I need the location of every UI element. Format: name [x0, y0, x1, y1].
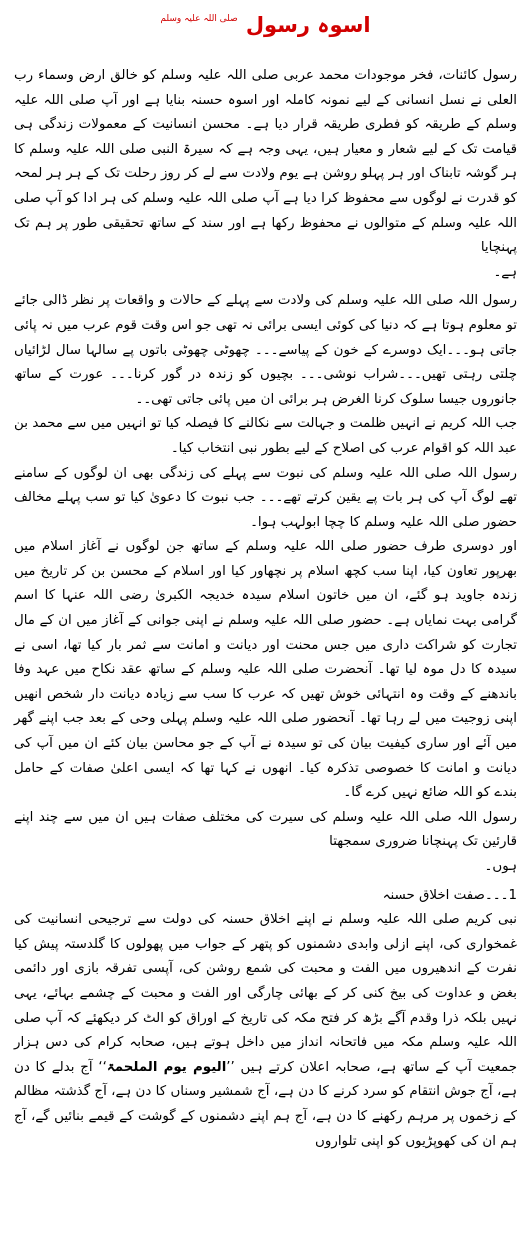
paragraph-ending: ہوں۔: [484, 859, 517, 874]
section-title: صفت اخلاق حسنہ: [382, 887, 485, 903]
paragraph-akhlaq: [14, 908, 517, 1154]
paragraph-khadija: اور دوسری طرف حضور صلی اللہ علیہ وسلم کے ساتھ جن لوگوں نے آغاز اسلام میں بھرپور تعاون کیا، اپنا سب کچھ اسلام پر نچھاور کیا اور اسلام کے محسن بن کر تاریخ میں زندہ جاوید ہو گئے، ان میں خاتون اسلام سیدہ خدیجہ الکبریٰ رضی اللہ عنہا کا اسم گرامی بہت نمایاں ہے۔ حضور صلی اللہ علیہ وسلم نے اپنی جوانی کے آغاز میں ان کے مال تجارت کو شراکت داری میں جس محنت اور دیانت و امانت سے ثمر بار کیا تھا، اسی نے سیدہ کا دل موہ لیا تھا۔ آنحضرت صلی اللہ علیہ وسلم کے ساتھ عقد نکاح میں عہد وفا باندھنے کے وقت وہ انتہائی خوش تھیں کہ عرب کا سب سے زیادہ دیانت دار شخص انھیں اپنی زوجیت میں لے رہا تھا۔ آنحضور صلی اللہ علیہ وسلم پہلی وحی کے بعد جب اپنے گھر میں آئے اور ساری کیفیت بیان کی تو سیدہ نے آپ کے جو محاسن بیان کئے ان میں آپ کی دیانت و امانت کا خصوصی تذکرہ کیا۔ انھوں نے کہا تھا کہ ایسی اعلیٰ صفات کے حامل بندے کو اللہ ضائع نہیں کرے گا۔: [14, 539, 517, 801]
section-heading: 1۔۔۔صفت اخلاق حسنہ: [382, 887, 517, 903]
arabic-phrase: الیوم یوم الملحمۃ: [106, 1059, 227, 1075]
page-title: اسوہ رسول: [245, 13, 371, 37]
title-row: [14, 0, 517, 64]
paragraph-sirah-qualities: رسول اللہ صلی اللہ علیہ وسلم کی سیرت کی مختلف صفات ہیں ان میں سے چند اپنے قارئین تک پہنچانا ضروری سمجھتا: [14, 809, 517, 850]
paragraph-life-before-prophethood: رسول اللہ صلی اللہ علیہ وسلم کی نبوت سے پہلے کی زندگی بھی ان لوگوں کے سامنے تھے لوگ آپ کی ہر بات پے یقین کرتے تھے۔۔۔ جب نبوت کا دعویٰ کیا تو سب پہلے مخالف حضور صلی اللہ علیہ وسلم کا چچا ابولہب ہوا۔: [14, 465, 517, 530]
honorific-calligraphy: صلی اللہ علیہ وسلم: [160, 14, 238, 24]
paragraph-prophethood: جب اللہ کریم نے انہیں ظلمت و جہالت سے نکالنے کا فیصلہ کیا تو انہیں میں سے محمد بن عبد اللہ کو اقوام عرب کی اصلاح کے لیے بطور نبی انتخاب کیا۔: [14, 416, 517, 456]
paragraph-intro: رسول کائنات، فخر موجودات محمد عربی صلی اللہ علیہ وسلم کو خالق ارض وسماء رب العلی نے نسل انسانی کے لیے نمونہ کاملہ اور اسوہ حسنہ بنایا ہے اور آپ صلی اللہ علیہ وسلم کے طریقہ کو فطری طریقہ قرار دیا ہے۔ محسن انسانیت کے معمولات زندگی ہی قیامت تک کے لیے شعار و معیار ہیں، یہی وجہ ہے کہ سیرۃ النبی صلی اللہ علیہ وسلم کا ہر گوشہ تابناک اور ہر پہلو روشن ہے یوم ولادت سے لے کر روز رحلت تک کے ہر ہر لمحہ کو قدرت نے لوگوں سے محفوظ کرا دیا ہے آپ صلی اللہ علیہ وسلم کی ہر ادا کو آپ صلی اللہ علیہ وسلم کے متوالوں نے محفوظ رکھا ہے اور سند کے ساتھ تحقیقی طور پر ہم تک پہنچایا: [14, 68, 517, 256]
paragraph-pre-islam: رسول اللہ صلی اللہ علیہ وسلم کی ولادت سے پہلے کے حالات و واقعات پر نظر ڈالی جائے تو معلوم ہوتا ہے کہ دنیا کی کوئی ایسی برائی نہ تھی جو اس وقت قوم عرب میں نہ پائی جاتی ہو۔۔۔ایک دوسرے کے خون کے پیاسے۔۔۔ چھوٹی چھوٹی باتوں پے سالہا سال لڑائیاں چلتی رہتی تھیں۔۔۔شراب نوشی۔۔۔ بچیوں کو زندہ در گور کرنا۔۔۔ عورت کے ساتھ جانوروں جیسا سلوک کرنا الغرض ہر برائی ان میں پائی جاتی تھی۔۔: [14, 293, 517, 407]
akhlaq-text-continued: ‘‘ آج بدلے کا دن ہے، آج جوش انتقام کو سرد کرنے کا دن ہے، آج شمشیر وسناں کا دن ہے، آج گذشتہ مظالم کے زخموں پر مرہم رکھنے کا دن ہے، آج ہم اپنے دشمنوں کے گوشت کے قیمے بنائیں گے، آج ہم ان کی کھوپڑیوں کو اپنی تلواروں: [14, 1059, 517, 1149]
akhlaq-text: نبی کریم صلی اللہ علیہ وسلم نے اپنے اخلاق حسنہ کی دولت سے ترجیحی انسانیت کی غمخواری کی، اپنے ازلی وابدی دشمنوں کو پتھر کے جواب میں پھولوں کا گلدستہ پیش کیا نفرت کے اندھیروں میں الفت و محبت کی شمع روشن کی، آپسی تفرقہ بازی اور دائمی بغض و عداوت کی بیخ کنی کر کے بھائی چارگی اور الفت و محبت کے چشمے بہائے، یہی نہیں بلکہ ذرا وقدم آگے بڑھ کر فتح مکہ کی تاریخ کے اوراق کو الٹ کر دیکھئے کہ آپ صلی اللہ علیہ وسلم مکہ میں فاتحانہ انداز میں داخل ہوتے ہیں، صحابہ کرام کی دس ہزار جمعیت آپ کے ساتھ ہے، صحابہ اعلان کرتے ہیں ’’: [14, 912, 518, 1075]
article-body: [14, 64, 517, 1154]
section-number: 1: [508, 887, 517, 903]
paragraph-ending: ہے۔: [493, 264, 517, 280]
